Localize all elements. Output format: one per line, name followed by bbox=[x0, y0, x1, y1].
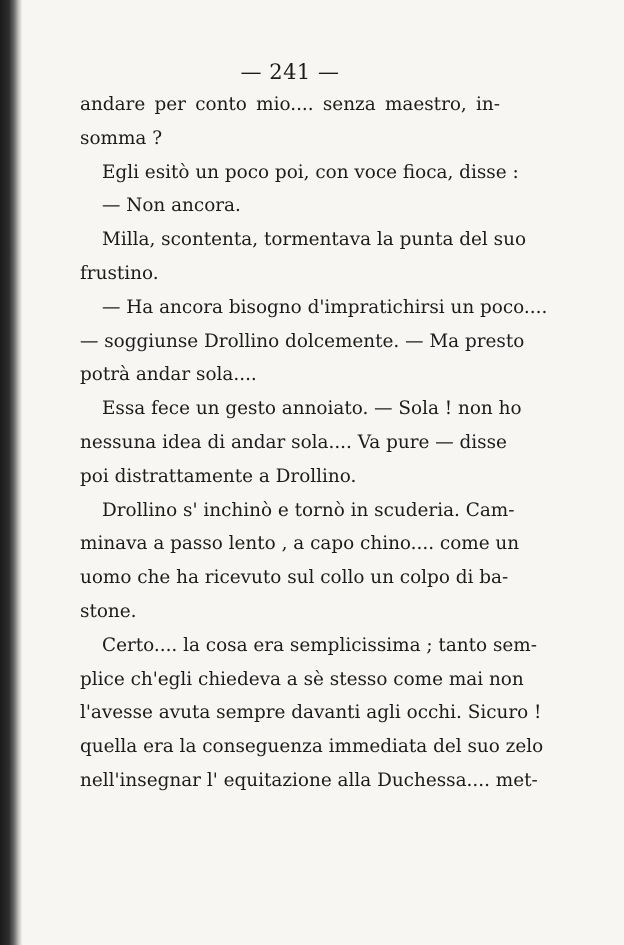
text-line: Certo.... la cosa era semplicissima ; tanto sem- bbox=[102, 634, 537, 656]
text-line: poi distrattamente a Drollino. bbox=[80, 465, 357, 487]
text-line: minava a passo lento , a capo chino.... come un bbox=[80, 533, 520, 555]
text-line: potrà andar sola.... bbox=[80, 364, 257, 386]
text-line: quella era la conseguenza immediata del suo zelo bbox=[80, 736, 544, 758]
text-line: frustino. bbox=[80, 262, 159, 284]
text-line: — Non ancora. bbox=[102, 195, 241, 217]
text-line: nessuna idea di andar sola.... Va pure — disse bbox=[80, 431, 507, 453]
text-line: somma ? bbox=[80, 127, 163, 149]
text-line: — Ha ancora bisogno d'impratichirsi un poco.... bbox=[102, 296, 548, 318]
text-line: stone. bbox=[80, 600, 137, 622]
text-line: Egli esitò un poco poi, con voce fioca, disse : bbox=[102, 161, 519, 183]
text-line: l'avesse avuta sempre davanti agli occhi. Sicuro ! bbox=[80, 702, 542, 724]
page-number: — 241 — bbox=[240, 60, 340, 84]
text-line: Essa fece un gesto annoiato. — Sola ! non ho bbox=[102, 398, 522, 420]
text-line: uomo che ha ricevuto sul collo un colpo di ba- bbox=[80, 567, 509, 589]
body-text bbox=[80, 88, 548, 798]
text-line: — soggiunse Drollino dolcemente. — Ma presto bbox=[80, 330, 525, 352]
text-line: Milla, scontenta, tormentava la punta del suo bbox=[102, 229, 527, 251]
text-line: nell'insegnar l' equitazione alla Duchessa.... met- bbox=[80, 769, 538, 791]
text-line: andare per conto mio.... senza maestro, in- bbox=[80, 94, 500, 115]
text-line: Drollino s' inchinò e tornò in scuderia. Cam- bbox=[102, 499, 515, 521]
text-line: plice ch'egli chiedeva a sè stesso come mai non bbox=[80, 668, 524, 690]
binding-edge bbox=[0, 0, 22, 945]
